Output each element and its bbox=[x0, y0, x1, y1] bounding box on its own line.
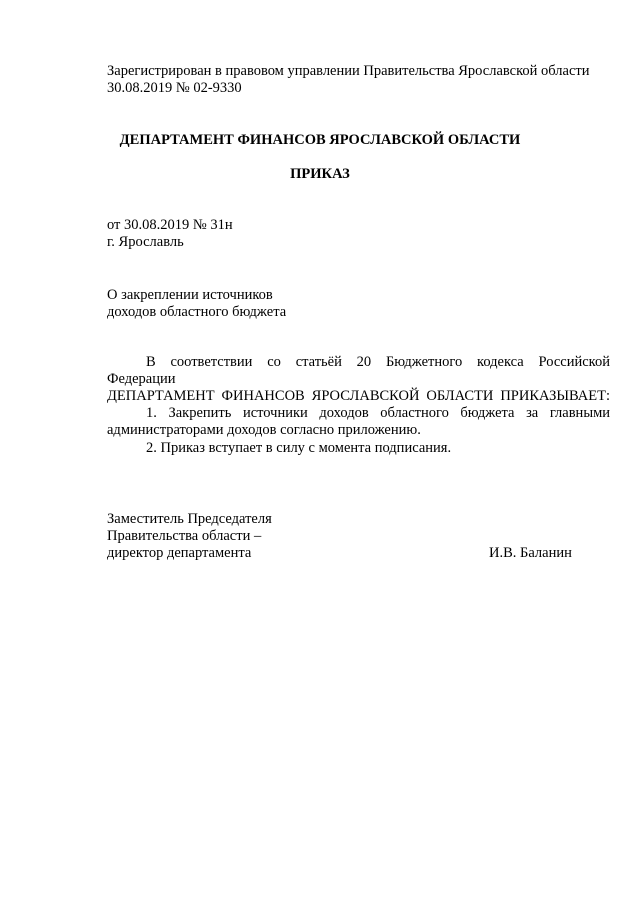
document-type-heading: ПРИКАЗ bbox=[290, 166, 350, 182]
body-intro-line-2: Федерации bbox=[107, 371, 176, 387]
body-item-2: 2. Приказ вступает в силу с момента подписания. bbox=[146, 440, 452, 456]
subject-line-1: О закреплении источников bbox=[107, 287, 273, 303]
department-heading: ДЕПАРТАМЕНТ ФИНАНСОВ ЯРОСЛАВСКОЙ ОБЛАСТИ bbox=[119, 132, 521, 148]
registration-line-1: Зарегистрирован в правовом управлении Правительства Ярославской области bbox=[107, 63, 590, 79]
subject-line-2: доходов областного бюджета bbox=[107, 304, 287, 320]
signature-title-line-1: Заместитель Председателя bbox=[107, 511, 272, 527]
order-number-date: от 30.08.2019 № 31н bbox=[107, 217, 233, 233]
body-intro-line-1: В соответствии со статьёй 20 Бюджетного кодекса Российской bbox=[146, 354, 610, 370]
body-item-1-line-2: администраторами доходов согласно приложению. bbox=[107, 422, 421, 438]
signatory-name: И.В. Баланин bbox=[489, 545, 572, 561]
signature-title-line-3: директор департамента bbox=[107, 545, 252, 561]
order-city: г. Ярославль bbox=[107, 234, 184, 250]
body-orders-line: ДЕПАРТАМЕНТ ФИНАНСОВ ЯРОСЛАВСКОЙ ОБЛАСТИ ПРИКАЗЫВАЕТ: bbox=[107, 388, 610, 404]
body-item-1-line-1: 1. Закрепить источники доходов областного бюджета за главными bbox=[146, 405, 610, 421]
signature-title-line-2: Правительства области – bbox=[107, 528, 262, 544]
registration-line-2: 30.08.2019 № 02-9330 bbox=[107, 80, 242, 96]
